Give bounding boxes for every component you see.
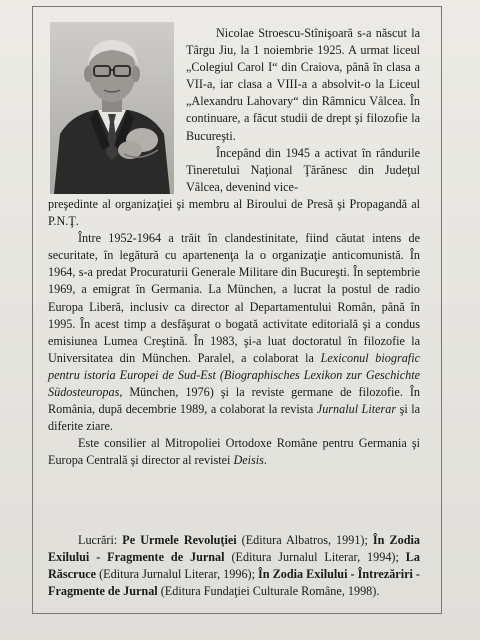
bio-p4-text-a: Este consilier al Mitropoliei Ortodoxe Române pentru Germania şi Europa Centrală şi director al revistei — [48, 436, 420, 468]
work-info-1: (Editura Albatros, 1991); — [236, 533, 373, 547]
bio-paragraph-2-end: preşedinte al organizaţiei şi membru al Biroului de Presă şi Propagandă al P.N.Ţ. — [48, 197, 420, 229]
works-section — [48, 532, 420, 600]
work-title-1: Pe Urmele Revoluţiei — [122, 533, 237, 547]
bio-paragraph-4 — [48, 435, 420, 469]
works-paragraph — [48, 532, 420, 600]
bio-p3-text-b: München, 1976) şi la reviste germane de filozofie. În România, după decembrie 1989, a colaborat la revista — [48, 385, 420, 417]
bio-paragraph-2-start: Începând din 1945 a activat în rândurile Tineretului Naţional Ţărănesc din Judeţul Vâlcea, devenind vice- — [186, 145, 420, 194]
work-info-4: (Editura Fundaţiei Culturale Române, 1998). — [157, 584, 380, 599]
work-title-3: La Răscruce — [48, 550, 420, 582]
bio-body — [48, 196, 420, 470]
bio-paragraph-1: Nicolae Stroescu-Stînişoară s-a născut la Târgu Jiu, la 1 noiembrie 1925. A urmat liceul „Colegiul Carol I“ din Craiova, până în clasa a VII-a, iar clasa a VIII-a a absolvit-o la Liceul „Alexandru Lahovary“ din Râmnicu Vâlcea. În continuare, a făcut studii de drept şi filozofie la Bucureşti. — [186, 26, 420, 143]
lexicon-title: Lexiconul biografic pentru istoria Europei de Sud-Est (Biographisches Lexikon zur Geschichte Südosteuropas, — [48, 350, 420, 400]
work-info-3: (Editura Jurnalul Literar, 1996); — [96, 567, 259, 582]
deisis-title: Deisis — [233, 453, 264, 468]
bio-paragraph-3 — [48, 230, 420, 435]
journal-title: Jurnalul Literar — [316, 402, 397, 417]
bio-p4-text-b: . — [263, 453, 267, 468]
work-info-2: (Editura Jurnalul Literar, 1994); — [224, 550, 406, 565]
author-portrait — [50, 22, 174, 194]
bio-p3-text-a: Între 1952-1964 a trăit în clandestinitate, fiind căutat intens de securitate, în legătură cu apartenenţa la o organizaţie anticomunistă. În 1964, s-a predat Procuraturii Generale Militare din Bucureşti. În septembrie 1969, a emigrat în Germania. La München, a lucrat la postul de radio Europa Liberă, inclusiv ca director al Departamentului Român, până în 1995. În acest timp a desfăşurat o bogată activitate editorială şi a condus emisiunea Lumea Creştină. În 1983, şi-a luat doctoratul în filozofie la Universitatea din München. Paralel, a colaborat la — [48, 231, 420, 365]
works-label: Lucrări: — [78, 533, 123, 547]
intro-text — [186, 25, 420, 196]
work-title-2: În Zodia Exilului - Fragmente de Jurnal — [48, 533, 420, 565]
work-title-4: În Zodia Exilului - Întrezăriri - Fragmente de Jurnal — [48, 567, 420, 599]
bio-p3-text-c: şi la diferite ziare. — [48, 402, 420, 434]
